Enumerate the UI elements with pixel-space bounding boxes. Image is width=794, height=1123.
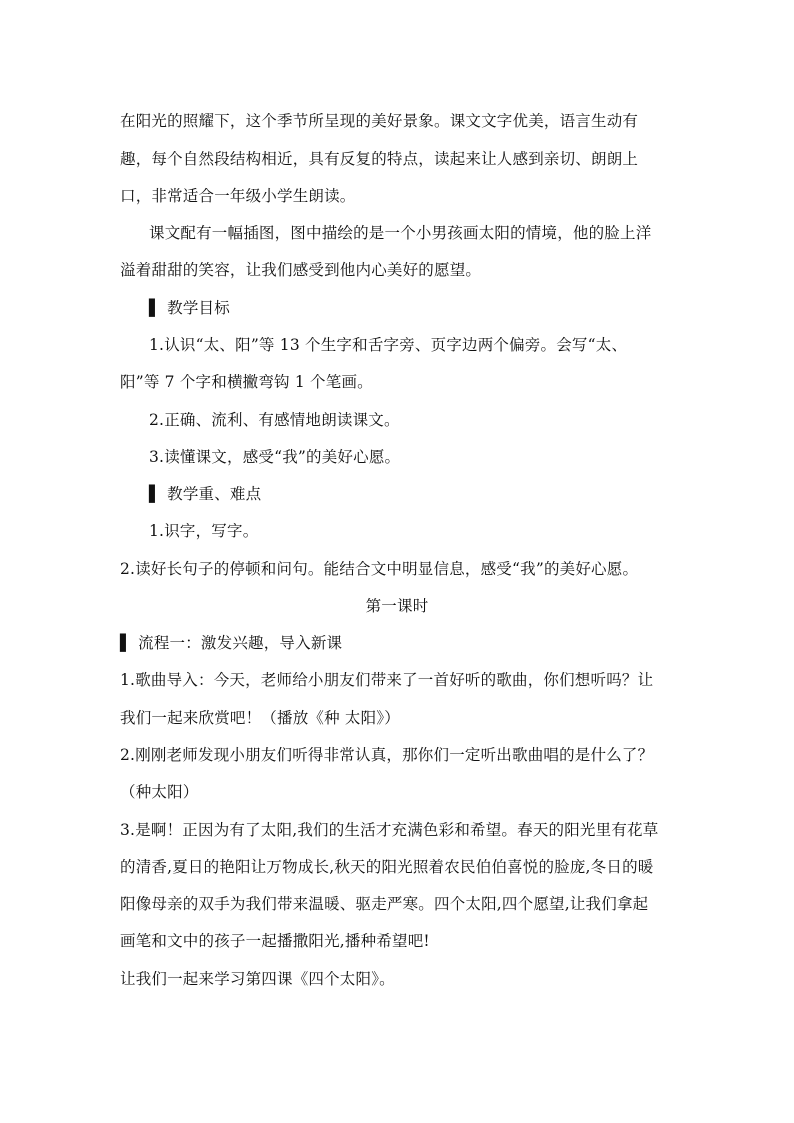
heading-marker: ▌ bbox=[149, 484, 162, 503]
process-line: 让我们一起来学习第四课《四个太阳》。 bbox=[120, 970, 395, 988]
heading-marker: ▌ bbox=[120, 633, 133, 652]
goal-item-continued: 阳”等 7 个字和横撇弯钩 1 个笔画。 bbox=[120, 373, 373, 391]
process-line: 阳像母亲的双手为我们带来温暖、驱走严寒。四个太阳,四个愿望,让我们拿起 bbox=[120, 895, 649, 913]
key-point-item: 2.读好长句子的停顿和问句。能结合文中明显信息，感受“我”的美好心愿。 bbox=[120, 560, 639, 578]
process-line: 2.刚刚老师发现小朋友们听得非常认真，那你们一定听出歌曲唱的是什么了？ bbox=[120, 746, 654, 764]
section-heading-goals bbox=[149, 298, 230, 318]
paragraph-line: 溢着甜甜的笑容，让我们感受到他内心美好的愿望。 bbox=[120, 261, 482, 279]
process-line: 1.歌曲导入：今天，老师给小朋友们带来了一首好听的歌曲，你们想听吗？让 bbox=[120, 671, 654, 689]
heading-text: 流程一：激发兴趣，导入新课 bbox=[138, 634, 343, 652]
process-line: 3.是啊！正因为有了太阳,我们的生活才充满色彩和希望。春天的阳光里有花草 bbox=[120, 821, 659, 839]
lesson-title: 第一课时 bbox=[365, 597, 429, 615]
goal-item: 3.读懂课文，感受“我”的美好心愿。 bbox=[149, 448, 401, 466]
section-heading-key-points bbox=[149, 484, 261, 504]
heading-text: 教学重、难点 bbox=[167, 485, 262, 503]
paragraph-line: 在阳光的照耀下，这个季节所呈现的美好景象。课文文字优美，语言生动有 bbox=[120, 112, 639, 130]
key-point-item: 1.识字，写字。 bbox=[149, 522, 259, 540]
heading-marker: ▌ bbox=[149, 298, 162, 317]
process-line: 画笔和文中的孩子一起播撒阳光,播种希望吧! bbox=[120, 932, 430, 950]
goal-item: 1.认识“太、阳”等 13 个生字和舌字旁、页字边两个偏旁。会写“太、 bbox=[149, 336, 628, 354]
goal-item: 2.正确、流利、有感情地朗读课文。 bbox=[149, 411, 400, 429]
process-line: （种太阳） bbox=[120, 783, 199, 801]
process-line: 的清香,夏日的艳阳让万物成长,秋天的阳光照着农民伯伯喜悦的脸庞,冬日的暖 bbox=[120, 858, 654, 876]
paragraph-line: 趣，每个自然段结构相近，具有反复的特点，读起来让人感到亲切、朗朗上 bbox=[120, 150, 639, 168]
section-heading-process1 bbox=[120, 633, 342, 653]
process-line: 我们一起来欣赏吧！（播放《种 太阳》） bbox=[120, 709, 400, 727]
heading-text: 教学目标 bbox=[167, 299, 230, 317]
paragraph-line: 课文配有一幅插图，图中描绘的是一个小男孩画太阳的情境，他的脸上洋 bbox=[149, 224, 652, 242]
paragraph-line: 口，非常适合一年级小学生朗读。 bbox=[120, 187, 356, 205]
